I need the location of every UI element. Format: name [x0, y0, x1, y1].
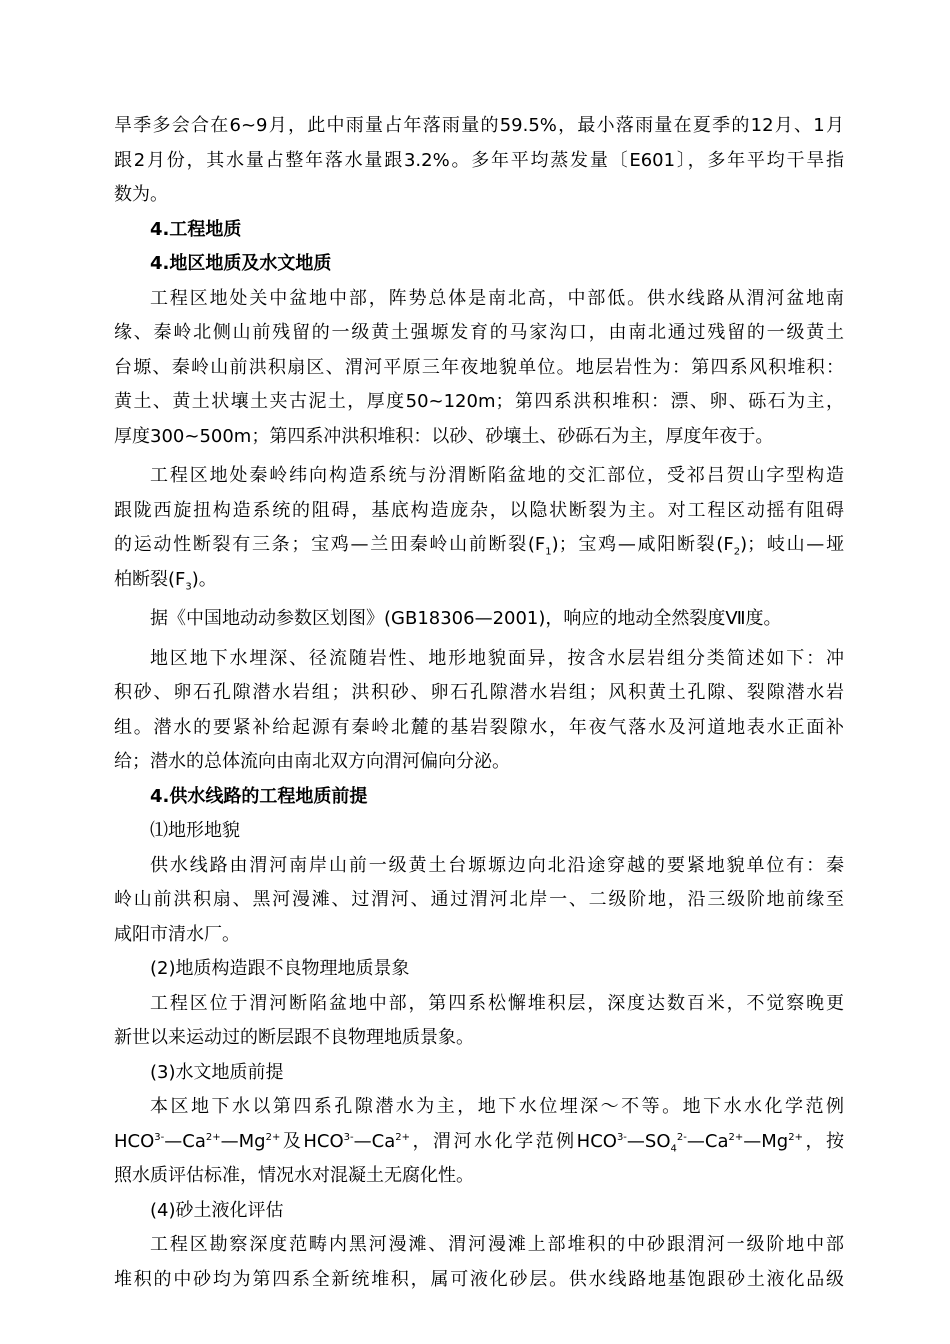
- document-body: [114, 109, 844, 1297]
- paragraph-hydrogeology: [114, 1090, 844, 1194]
- subheading-hydrogeology: (3)水文地质前提: [150, 1061, 284, 1083]
- text-line: 新世以来运动过的断层跟不良物理地质景象。: [114, 1027, 474, 1048]
- text-line: 的运动性断裂有三条；宝鸡—兰田秦岭山前断裂$(F_1)$；宝鸡—咸阳断裂$(F_2)$；岐山—垭: [114, 534, 844, 558]
- text-line: 给；潜水的总体流向由南北双方向渭河偏向分泌。: [114, 751, 510, 772]
- text-line: 跟陇西旋扭构造系统的阻碍，基底构造庞杂，以隐状断裂为主。对工程区动摇有阻碍: [114, 499, 844, 521]
- subheading-structure: (2)地质构造跟不良物理地质景象: [150, 958, 410, 979]
- section-heading-regional-geology: 4.地区地质及水文地质: [150, 253, 332, 274]
- text-line: 黄土、黄土状壤土夹古泥土，厚度50~120m；第四系洪积堆积：漂、卵、砾石为主，: [114, 391, 844, 412]
- text-line: 积砂、卵石孔隙潜水岩组；洪积砂、卵石孔隙潜水岩组；风积黄土孔隙、裂隙潜水岩: [114, 682, 844, 703]
- section-heading-water-supply-route: 4.供水线路的工程地质前提: [150, 785, 368, 807]
- text-line: 数为。: [114, 184, 168, 205]
- text-line: 地区地下水埋深、径流随岩性、地形地貌面异，按含水层岩组分类简述如下：冲: [150, 647, 844, 669]
- text-line: 厚度300~500m；第四系冲洪积堆积：以砂、砂壤土、砂砾石为主，厚度年夜于。: [114, 425, 774, 447]
- subheading-landform: ⑴地形地貌: [150, 820, 240, 841]
- paragraph-structure: [114, 987, 844, 1056]
- text-line: 堆积的中砂均为第四系全新统堆积，属可液化砂层。供水线路地基饱跟砂土液化品级: [114, 1268, 844, 1290]
- paragraph-groundwater: [114, 642, 844, 780]
- paragraph-terrain: [114, 282, 844, 455]
- text-line: 工程区地处关中盆地中部，阵势总体是南北高，中部低。供水线路从渭河盆地南: [150, 287, 844, 309]
- text-line: 工程区位于渭河断陷盆地中部，第四系松懈堆积层，深度达数百米，不觉察晚更: [150, 992, 844, 1014]
- text-line: 工程区地处秦岭纬向构造系统与汾渭断陷盆地的交汇部位，受祁吕贺山字型构造: [150, 465, 844, 486]
- text-line: 岭山前洪积扇、黑河漫滩、过渭河、通过渭河北岸一、二级阶地，沿三级阶地前缘至: [114, 889, 844, 910]
- text-line: 旱季多会合在6~9月，此中雨量占年落雨量的59.5%，最小落雨量在夏季的12月、1月: [114, 115, 844, 136]
- text-line: 组。潜水的要紧补给起源有秦岭北麓的基岩裂隙水，年夜气落水及河道地表水正面补: [114, 716, 844, 738]
- text-line: 供水线路由渭河南岸山前一级黄土台塬塬边向北沿途穿越的要紧地貌单位有：秦: [150, 854, 844, 876]
- subheading-liquefaction: (4)砂土液化评估: [150, 1199, 284, 1221]
- text-line: 缘、秦岭北侧山前残留的一级黄土强塬发育的马家沟口，由南北通过残留的一级黄土: [114, 322, 844, 343]
- text-line: 本区地下水以第四系孔隙潜水为主，地下水位埋深～不等。地下水水化学范例: [150, 1096, 844, 1117]
- text-line: 台塬、秦岭山前洪积扇区、渭河平原三年夜地貌单位。地层岩性为：第四系风积堆积：: [114, 356, 844, 378]
- text-line: 跟2月份，其水量占整年落水量跟3.2%。多年平均蒸发量〔E601〕，多年平均干旱指: [114, 149, 844, 171]
- paragraph-climate: [114, 109, 844, 213]
- paragraph-tectonics: [114, 459, 844, 597]
- paragraph-seismic: 据《中国地动动参数区划图》(GB18306—2001)，响应的地动全然裂度Ⅶ度。: [150, 608, 782, 629]
- text-line: 柏断裂$(F_3)$。: [114, 568, 217, 593]
- text-line: 工程区勘察深度范畴内黑河漫滩、渭河漫滩上部堆积的中砂跟渭河一级阶地中部: [150, 1234, 844, 1255]
- section-heading-engineering-geology: 4.工程地质: [150, 218, 242, 240]
- paragraph-liquefaction: [114, 1228, 844, 1297]
- text-line: 照水质评估标准，情况水对混凝土无腐化性。: [114, 1165, 474, 1186]
- text-line: 咸阳市清水厂。: [114, 923, 240, 945]
- paragraph-landform: [114, 849, 844, 953]
- text-line-formula: $HCO^{3-}—Ca^{2+}—Mg^{2+}$及$HCO^{3-}—Ca^{2+}$，渭河水化学范例$HCO^{3-}—SO_4^{2-}—Ca^{2+}—Mg^{2+}$，按: [114, 1130, 844, 1155]
